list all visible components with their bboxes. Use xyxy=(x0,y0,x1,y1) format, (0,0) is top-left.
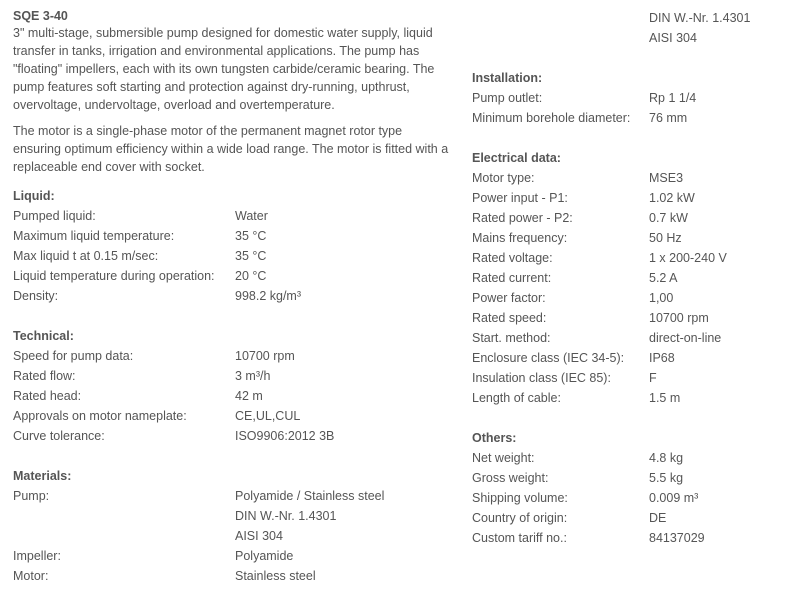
spec-value: direct-on-line xyxy=(649,331,722,345)
spec-label: Insulation class (IEC 85): xyxy=(472,371,611,385)
spec-value: 35 °C xyxy=(235,249,267,263)
motor-continued-row xyxy=(472,8,792,28)
spec-label: Enclosure class (IEC 34-5): xyxy=(472,351,625,365)
liquid-row xyxy=(13,266,453,286)
others-row xyxy=(472,468,792,488)
electrical-row xyxy=(472,168,792,188)
spec-value: Polyamide / Stainless steel xyxy=(235,489,385,503)
spec-label: Approvals on motor nameplate: xyxy=(13,409,187,423)
spec-label: Pumped liquid: xyxy=(13,209,96,223)
liquid-section-title: Liquid: xyxy=(13,189,55,203)
electrical-row xyxy=(472,248,792,268)
electrical-row xyxy=(472,328,792,348)
electrical-row xyxy=(472,308,792,328)
spec-value: 1,00 xyxy=(649,291,674,305)
spec-value: 76 mm xyxy=(649,111,688,125)
liquid-row xyxy=(13,286,453,306)
spec-value: 5.2 A xyxy=(649,271,678,285)
technical-row xyxy=(13,366,453,386)
spec-label xyxy=(472,8,649,28)
spec-label: Curve tolerance: xyxy=(13,429,105,443)
spec-value: AISI 304 xyxy=(649,31,697,45)
installation-section xyxy=(472,88,792,128)
spec-label xyxy=(472,28,649,48)
spec-value: 5.5 kg xyxy=(649,471,684,485)
spec-label: Pump outlet: xyxy=(472,91,543,105)
spec-value: DE xyxy=(649,511,667,525)
technical-row xyxy=(13,346,453,366)
motor-description: The motor is a single-phase motor of the permanent magnet rotor type ensuring optimum efficiency within a wide load range. The motor is fitted with a replaceable end cover with socket. xyxy=(13,124,449,174)
spec-label: Start. method: xyxy=(472,331,551,345)
spec-label: Country of origin: xyxy=(472,511,568,525)
spec-label: Power input - P1: xyxy=(472,191,568,205)
liquid-row xyxy=(13,226,453,246)
right-column xyxy=(472,8,792,548)
spec-value: 1.5 m xyxy=(649,391,681,405)
spec-value: 42 m xyxy=(235,389,263,403)
spec-value: Stainless steel xyxy=(235,569,316,583)
installation-row xyxy=(472,108,792,128)
spec-value: 3 m³/h xyxy=(235,369,271,383)
materials-row xyxy=(13,526,453,546)
spec-value: 20 °C xyxy=(235,269,267,283)
product-title: SQE 3-40 xyxy=(13,9,68,23)
spec-value: MSE3 xyxy=(649,171,684,185)
liquid-row xyxy=(13,206,453,226)
spec-label: Impeller: xyxy=(13,549,61,563)
technical-row xyxy=(13,386,453,406)
spec-label: Motor type: xyxy=(472,171,535,185)
spec-value: CE,UL,CUL xyxy=(235,409,301,423)
spec-label: Speed for pump data: xyxy=(13,349,134,363)
installation-section-title: Installation: xyxy=(472,71,543,85)
others-row xyxy=(472,448,792,468)
spec-label: Density: xyxy=(13,289,59,303)
electrical-row xyxy=(472,348,792,368)
electrical-section-title: Electrical data: xyxy=(472,151,561,165)
materials-row xyxy=(13,486,453,506)
spec-label: Rated head: xyxy=(13,389,82,403)
spec-value: Water xyxy=(235,209,268,223)
materials-section-title: Materials: xyxy=(13,469,72,483)
spec-label: Max liquid t at 0.15 m/sec: xyxy=(13,249,159,263)
electrical-row xyxy=(472,368,792,388)
product-description: 3" multi-stage, submersible pump designed for domestic water supply, liquid transfer in tanks, irrigation and environmental applications. The pump has "floating" impellers, each with its own tungsten carbide/ceramic bearing. The pump features soft starting and protection against dry-running, upthrust, overvoltage, undervoltage, overload and overtemperature. xyxy=(13,26,435,112)
spec-label: Minimum borehole diameter: xyxy=(472,111,631,125)
spec-label: Rated voltage: xyxy=(472,251,553,265)
electrical-row xyxy=(472,388,792,408)
spec-value: AISI 304 xyxy=(235,529,283,543)
materials-section xyxy=(13,486,453,586)
others-row xyxy=(472,508,792,528)
motor-continued-row xyxy=(472,28,792,48)
spec-label: Rated power - P2: xyxy=(472,211,573,225)
spec-value: 10700 rpm xyxy=(235,349,295,363)
liquid-row xyxy=(13,246,453,266)
spec-label: Pump: xyxy=(13,489,50,503)
spec-value: 10700 rpm xyxy=(649,311,709,325)
technical-row xyxy=(13,406,453,426)
spec-value: Rp 1 1/4 xyxy=(649,91,697,105)
electrical-row xyxy=(472,268,792,288)
spec-label: Rated flow: xyxy=(13,369,76,383)
others-section xyxy=(472,448,792,548)
spec-value: DIN W.-Nr. 1.4301 xyxy=(235,509,337,523)
spec-value: 998.2 kg/m³ xyxy=(235,289,302,303)
spec-label: Length of cable: xyxy=(472,391,561,405)
spec-value: 1 x 200-240 V xyxy=(649,251,727,265)
spec-label: Liquid temperature during operation: xyxy=(13,269,215,283)
spec-value: 4.8 kg xyxy=(649,451,684,465)
others-row xyxy=(472,488,792,508)
others-section-title: Others: xyxy=(472,431,517,445)
spec-value: 35 °C xyxy=(235,229,267,243)
spec-value: 1.02 kW xyxy=(649,191,695,205)
electrical-section xyxy=(472,168,792,408)
electrical-row xyxy=(472,288,792,308)
motor-material-continued xyxy=(472,8,792,48)
spec-value: IP68 xyxy=(649,351,675,365)
spec-label: Motor: xyxy=(13,569,49,583)
liquid-section xyxy=(13,206,453,306)
technical-section-title: Technical: xyxy=(13,329,74,343)
technical-section xyxy=(13,346,453,446)
spec-value: Polyamide xyxy=(235,549,294,563)
spec-label xyxy=(13,506,235,526)
spec-value: DIN W.-Nr. 1.4301 xyxy=(649,11,751,25)
spec-label: Gross weight: xyxy=(472,471,549,485)
spec-label: Rated current: xyxy=(472,271,552,285)
technical-row xyxy=(13,426,453,446)
electrical-row xyxy=(472,188,792,208)
materials-row xyxy=(13,546,453,566)
spec-label: Shipping volume: xyxy=(472,491,568,505)
spec-value: 50 Hz xyxy=(649,231,682,245)
materials-row xyxy=(13,566,453,586)
spec-value: ISO9906:2012 3B xyxy=(235,429,335,443)
spec-label: Maximum liquid temperature: xyxy=(13,229,175,243)
spec-label: Power factor: xyxy=(472,291,546,305)
spec-value: 0.009 m³ xyxy=(649,491,699,505)
installation-row xyxy=(472,88,792,108)
spec-label: Rated speed: xyxy=(472,311,547,325)
electrical-row xyxy=(472,208,792,228)
spec-label xyxy=(13,526,235,546)
electrical-row xyxy=(472,228,792,248)
spec-label: Mains frequency: xyxy=(472,231,568,245)
others-row xyxy=(472,528,792,548)
materials-row xyxy=(13,506,453,526)
spec-label: Net weight: xyxy=(472,451,535,465)
spec-value: 84137029 xyxy=(649,531,705,545)
spec-value: 0.7 kW xyxy=(649,211,688,225)
spec-label: Custom tariff no.: xyxy=(472,531,567,545)
spec-value: F xyxy=(649,371,657,385)
left-column xyxy=(13,8,453,586)
